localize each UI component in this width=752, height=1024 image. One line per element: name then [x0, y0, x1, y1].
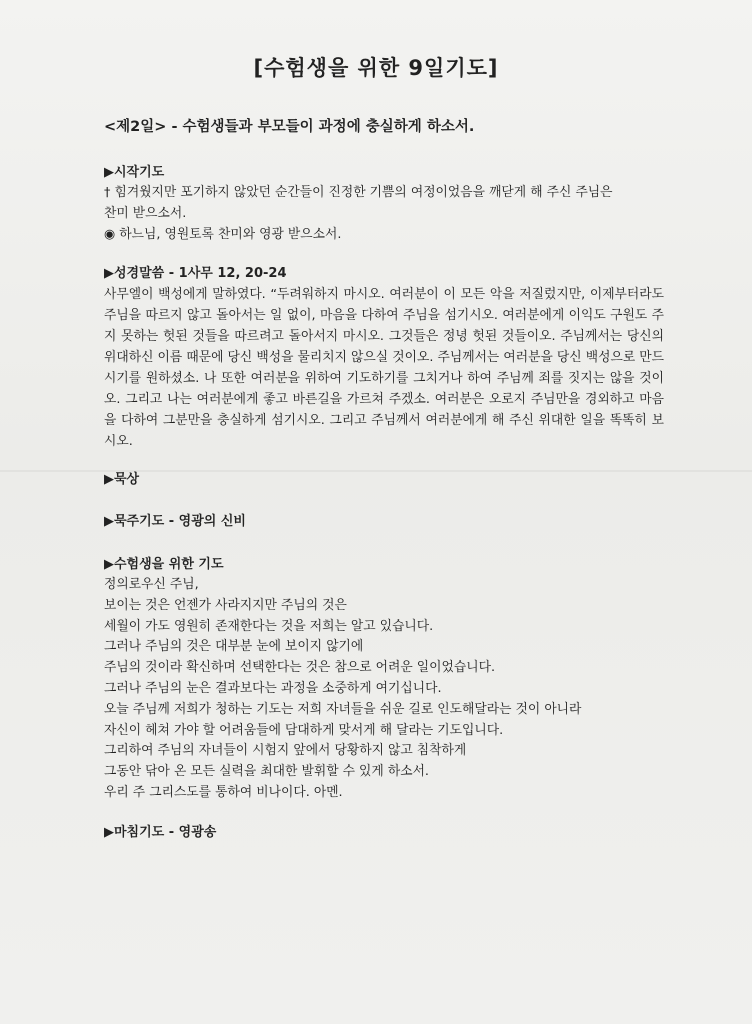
prayer-line: 그러나 주님의 눈은 결과보다는 과정을 소중하게 여기십니다.	[104, 680, 442, 696]
prayer-line: 그러나 주님의 것은 대부분 눈에 보이지 않기에	[104, 639, 364, 655]
student-prayer-section	[104, 555, 664, 804]
scripture-heading: ▶성경말씀 - 1사무 12, 20-24	[104, 266, 287, 281]
page-subtitle: <제2일> - 수험생들과 부모들이 과정에 충실하게 하소서.	[104, 119, 475, 135]
scripture-text: 사무엘이 백성에게 말하였다. “두려워하지 마시오. 여러분이 이 모든 악을 저질렀지만, 이제부터라도 주님을 따르지 않고 돌아서는 일 없이, 마음을 다하여 주님을 섬기시오. 여러분에게 이익도 구원도 주지 못하는 헛된 것들을 따르려고 돌아서지 마시오. 그것들은 정녕 헛된 것들이오. 주님께서는 당신의 위대하신 이름 때문에 당신 백성을 물리치지 않으실 것이오. 주님께서는 여러분을 당신 백성으로 만드시기를 원하셨소. 나 또한 여러분을 위하여 기도하기를 그치거나 하여 주님께 죄를 짓지는 않을 것이오. 그리고 나는 여러분에게 좋고 바른길을 가르쳐 주겠소. 여러분은 오로지 주님만을 경외하고 마음을 다하여 그분만을 충실하게 섬기시오. 그리고 주님께서 여러분에게 해 주신 위대한 일을 똑똑히 보시오.	[104, 287, 664, 449]
opening-line: † 힘겨웠지만 포기하지 않았던 순간들이 진정한 기쁨의 여정이었음을 깨닫게 해 주신 주님은	[104, 185, 613, 200]
meditation-section	[104, 470, 664, 490]
rosary-heading: ▶묵주기도 - 영광의 신비	[104, 514, 246, 529]
prayer-line: 그동안 닦아 온 모든 실력을 최대한 발휘할 수 있게 하소서.	[104, 764, 429, 780]
prayer-line: 우리 주 그리스도를 통하여 비나이다. 아멘.	[104, 784, 343, 800]
prayer-line: 자신이 헤쳐 가야 할 어려움들에 담대하게 맞서게 해 달라는 기도입니다.	[104, 722, 504, 738]
prayer-line: 오늘 주님께 저희가 청하는 기도는 저희 자녀들을 쉬운 길로 인도해달라는 것이 아니라	[104, 701, 582, 717]
rosary-section	[104, 512, 664, 532]
prayer-line: 주님의 것이라 확신하며 선택한다는 것은 참으로 어려운 일이었습니다.	[104, 660, 496, 676]
meditation-heading: ▶묵상	[104, 472, 140, 487]
opening-prayer-section	[104, 163, 664, 245]
prayer-line: 그리하여 주님의 자녀들이 시험지 앞에서 당황하지 않고 침착하게	[104, 743, 467, 759]
closing-prayer-section	[104, 823, 664, 843]
scripture-section	[104, 264, 664, 452]
closing-heading: ▶마침기도 - 영광송	[104, 825, 217, 840]
prayer-line: 정의로우신 주님,	[104, 577, 199, 592]
opening-response: ◉ 하느님, 영원토록 찬미와 영광 받으소서.	[104, 226, 342, 242]
opening-line: 찬미 받으소서.	[104, 205, 187, 221]
prayer-line: 보이는 것은 언젠가 사라지지만 주님의 것은	[104, 597, 347, 613]
prayer-line: 세월이 가도 영원히 존재한다는 것을 저희는 알고 있습니다.	[104, 618, 434, 634]
opening-heading: ▶시작기도	[104, 165, 165, 180]
page-title: [수험생을 위한 9일기도]	[253, 56, 499, 80]
student-prayer-heading: ▶수험생을 위한 기도	[104, 557, 224, 572]
